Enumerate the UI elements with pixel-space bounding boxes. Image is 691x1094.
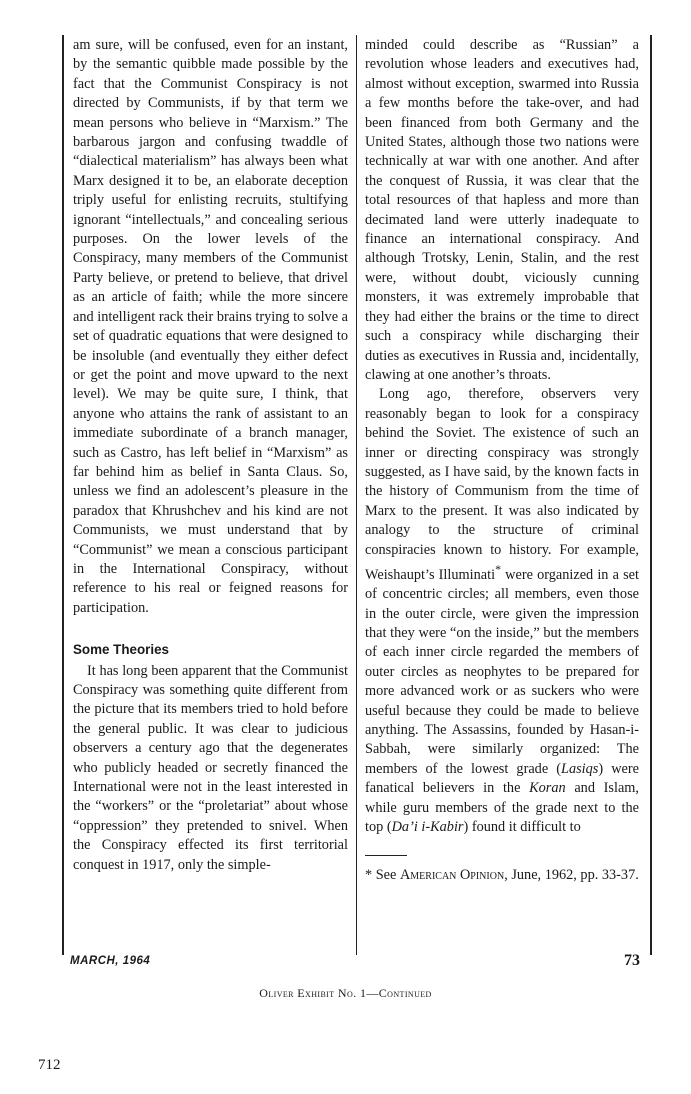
left-column: [73, 36, 348, 875]
right-paragraph-2: [365, 385, 639, 837]
term-koran: Koran: [529, 780, 566, 797]
document-page-number: 712: [38, 1057, 61, 1073]
footnote-marker: *: [365, 867, 373, 884]
exhibit-caption: Oliver Exhibit No. 1—Continued: [259, 986, 432, 1000]
right-paragraph-1: minded could describe as “Russian” a revolution whose leaders and executives had, almost without exception, swarmed into Russia a few months before the take-over, and had been financed from both Germany and the United States, although those two nations were technically at war with one another. And after the conquest of Russia, it was clear that the total resources of that hapless and more than decimated land were utterly inadequate to finance an international conspiracy. And although Trotsky, Lenin, Stalin, and the rest were, without doubt, viciously cunning monsters, it was extremely improbable that they had either the brains or the time to direct such a conspiracy while discharging their duties as executives in Russia and, incidentally, clawing at one another’s throats.: [365, 37, 639, 383]
footnote-text: See: [375, 867, 400, 884]
column-divider-rule: [356, 35, 357, 955]
right-margin-rule: [650, 35, 652, 955]
footnote-rule: [365, 855, 407, 856]
paragraph-text: and Islam, while guru members of the grade next to the top (: [365, 780, 639, 836]
term-lasiqs: Lasiqs: [561, 760, 599, 777]
issue-date: MARCH, 1964: [70, 955, 151, 967]
footnote: [365, 866, 639, 885]
magazine-page-number: 73: [624, 952, 640, 969]
paragraph-text: were organized in a set of concentric circles; all members, even those in the outer circle, were given the impression that they were “on the inside,” but the members of each inner circle regarded the members of outer circles as neophytes to be prepared for more advanced work or as suckers who were useful because they could be made to believe anything. The Assassins, founded by Hasan-i-Sabbah, were similarly organized: The members of the lowest grade (: [365, 566, 639, 777]
paragraph-text: ) were fanatical believers in the: [365, 760, 639, 797]
paragraph-text: ) found it difficult to: [463, 819, 581, 836]
paragraph-text: Long ago, therefore, observers very reasonably began to look for a conspiracy behind the Soviet. The existence of such an inner or directing conspiracy was strongly suggested, as I have said, by the known facts in the history of Communism from the time of Marx to the present. It was also indicated by analogy to the structure of criminal conspiracies known to history. For example, Weishaupt’s Illuminati: [365, 386, 639, 583]
left-paragraph-1: am sure, will be confused, even for an instant, by the semantic quibble made possible by the fact that the Communist Conspiracy is not directed by Communists, if by that term we mean persons who believe in “Marxism.” The barbarous jargon and confusing twaddle of “dialectical materialism” has always been what Marx designed it to be, an elaborate deception triply useful for enlisting recruits, stultifying ignorant “intellectuals,” and concealing serious purposes. On the lower levels of the Conspiracy, many members of the Communist Party believe, or pretend to believe, that drivel as an article of faith; while the more sincere and intelligent rack their brains trying to solve a set of quadratic equations that were designed to be insoluble (and eventually they either defect or get the point and move upward to the next level). We may be quite sure, I think, that anyone who attains the rank of assistant to an immediate subordinate of a branch manager, such as Castro, has left belief in “Marxism” as far behind him as belief in Santa Claus. So, unless we find an adolescent’s pleasure in the paradox that Khrushchev and his kind are not Communists, we must understand that by “Communist” we mean a conscious participant in the International Conspiracy, without reference to his real or feigned reasons for participation.: [73, 37, 348, 616]
footnote-marker: *: [495, 561, 502, 576]
left-margin-rule: [62, 35, 64, 955]
section-heading: Some Theories: [73, 642, 169, 658]
footnote-text: , June, 1962, pp. 33-37.: [504, 867, 639, 884]
left-paragraph-2: It has long been apparent that the Communist Conspiracy was something quite different from the picture that its members tried to hold before the general public. It was clear to judicious observers a century ago that the degenerates who publicly headed or secretly financed the International were not in the least interested in the “workers” or the “proletariat” about whose “oppression” they pretended to snivel. When the Conspiracy effected its first territorial conquest in 1917, only the simple-: [73, 662, 348, 873]
footnote-publication: American Opinion: [399, 867, 505, 884]
term-dai-i-kabir: Da’i i-Kabir: [391, 819, 464, 836]
right-column: [365, 36, 639, 886]
